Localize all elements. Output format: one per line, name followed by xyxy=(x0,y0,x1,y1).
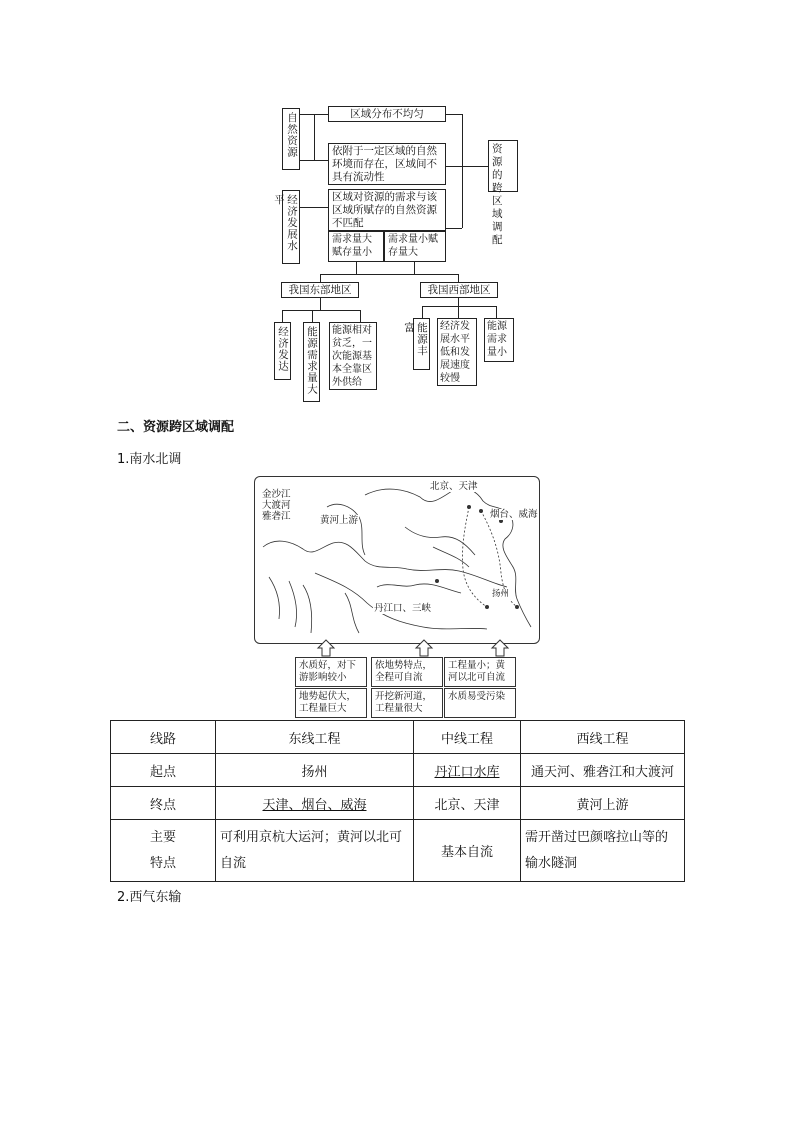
feature-middle-canal: 开挖新河道，工程量很大 xyxy=(371,688,443,718)
row-label-end: 终点 xyxy=(111,787,216,820)
header-middle: 中线工程 xyxy=(414,721,521,754)
demand-big-box: 需求量大赋存量小 xyxy=(328,231,384,262)
row-label-start: 起点 xyxy=(111,754,216,787)
start-east: 扬州 xyxy=(216,754,414,787)
arrow-group xyxy=(254,638,540,658)
label-danjiangkou: 丹江口、三峡 xyxy=(374,603,432,614)
feature-east-small: 工程量小；黄河以北可自流 xyxy=(444,657,516,687)
east-item-demand: 能源需求量大 xyxy=(303,322,320,402)
label-west-rivers: 金沙江 大渡河 雅砻江 xyxy=(262,489,291,522)
feature-middle: 基本自流 xyxy=(414,820,521,882)
west-item-low-demand: 能源需求量小 xyxy=(484,318,514,362)
feature-west-quality: 水质好，对下游影响较小 xyxy=(295,657,367,687)
uneven-distribution-box: 区域分布不均匀 xyxy=(328,106,446,122)
subheading-west-east-gas: 2.西气东输 xyxy=(117,890,182,905)
east-item-developed: 经济发达 xyxy=(274,322,291,380)
east-item-scarce: 能源相对贫乏，一次能源基本全靠区外供给 xyxy=(329,322,377,390)
feature-east: 可利用京杭大运河；黄河以北可自流 xyxy=(216,820,414,882)
cross-region-result-box: 资源的跨区域调配 xyxy=(488,140,518,192)
west-item-rich: 能源丰富 xyxy=(413,318,430,370)
table-row xyxy=(111,787,685,820)
header-route: 线路 xyxy=(111,721,216,754)
row-label-feature xyxy=(111,820,216,882)
header-east: 东线工程 xyxy=(216,721,414,754)
label-yangzhou: 扬州 xyxy=(492,589,510,599)
feature-west: 需开凿过巴颜喀拉山等的输水隧洞 xyxy=(521,820,685,882)
subheading-south-north: 1.南水北调 xyxy=(117,452,182,467)
east-region-box: 我国东部地区 xyxy=(281,282,359,298)
end-east: 天津、烟台、威海 xyxy=(216,787,414,820)
south-north-map xyxy=(254,476,540,644)
feature-label: 主要特点 xyxy=(149,829,176,871)
map-drawing xyxy=(255,477,540,644)
header-west: 西线工程 xyxy=(521,721,685,754)
feature-east-pollution: 水质易受污染 xyxy=(444,688,516,718)
engineering-table xyxy=(110,720,685,882)
table-row xyxy=(111,820,685,882)
start-middle: 丹江口水库 xyxy=(414,754,521,787)
label-yellow-upper: 黄河上游 xyxy=(320,515,359,526)
attached-environment-box: 依附于一定区域的自然环境而存在，区域间不具有流动性 xyxy=(328,143,446,185)
end-middle: 北京、天津 xyxy=(414,787,521,820)
mismatch-box: 区域对资源的需求与该区域所赋存的自然资源不匹配 xyxy=(328,189,446,231)
table-header-row xyxy=(111,721,685,754)
table-row xyxy=(111,754,685,787)
feature-west-terrain: 地势起伏大，工程量巨大 xyxy=(295,688,367,718)
label-yantai-weihai: 烟台、威海 xyxy=(490,509,538,520)
label-beijing-tianjin: 北京、天津 xyxy=(430,481,478,492)
start-west: 通天河、雅砻江和大渡河 xyxy=(521,754,685,787)
west-region-box: 我国西部地区 xyxy=(420,282,498,298)
end-west: 黄河上游 xyxy=(521,787,685,820)
section-heading: 二、资源跨区域调配 xyxy=(117,420,235,435)
economic-level-box: 经济发展水平 xyxy=(282,190,300,264)
west-item-slow: 经济发展水平低和发展速度较慢 xyxy=(437,318,477,386)
natural-resource-box: 自然资源 xyxy=(282,108,300,170)
demand-small-box: 需求量小赋存量大 xyxy=(384,231,446,262)
feature-middle-flow: 依地势特点，全程可自流 xyxy=(371,657,443,687)
